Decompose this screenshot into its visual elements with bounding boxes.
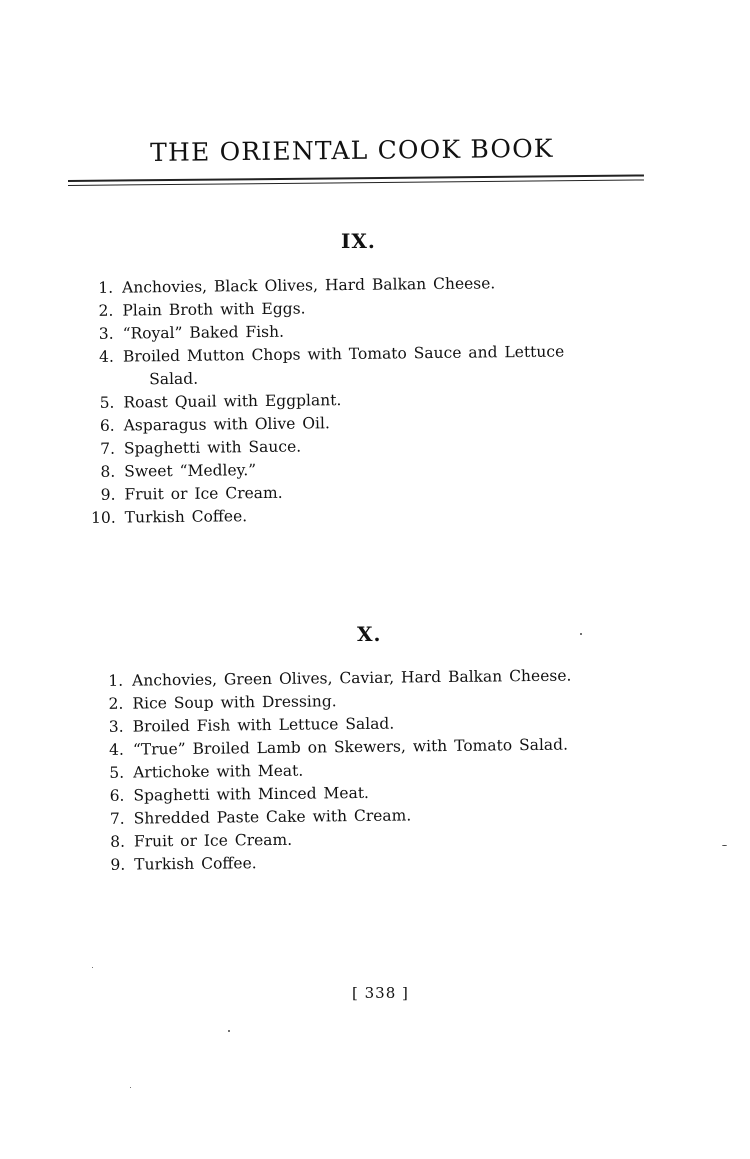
item-number: 1. xyxy=(108,671,124,690)
list-item-continuation: Salad. xyxy=(149,369,199,389)
list-item xyxy=(87,502,567,530)
item-text: Asparagus with Olive Oil. xyxy=(123,414,330,435)
item-text: Broiled Mutton Chops with Tomato Sauce and Lettuce xyxy=(122,342,565,366)
item-number: 3. xyxy=(98,324,114,343)
scan-speck xyxy=(228,1030,230,1032)
section-heading-x: X. xyxy=(357,622,382,646)
item-number: 4. xyxy=(99,347,115,366)
item-number: 2. xyxy=(98,301,114,320)
scan-speck xyxy=(580,633,582,635)
item-text: Fruit or Ice Cream. xyxy=(124,483,283,504)
item-number: 7. xyxy=(100,439,116,458)
menu-list-ix xyxy=(84,272,566,530)
item-text: Artichoke with Meat. xyxy=(133,761,304,782)
item-number: 4. xyxy=(109,740,125,759)
item-text: Anchovies, Green Olives, Caviar, Hard Balkan Cheese. xyxy=(132,666,572,690)
item-text: Plain Broth with Eggs. xyxy=(122,299,306,320)
section-heading-ix: IX. xyxy=(341,229,376,253)
item-text: Turkish Coffee. xyxy=(124,507,248,527)
item-number: 9. xyxy=(100,485,116,504)
item-text: Anchovies, Black Olives, Hard Balkan Cheese. xyxy=(122,274,496,297)
item-number: 7. xyxy=(109,809,125,828)
scan-speck xyxy=(722,845,727,846)
item-number: 2. xyxy=(108,694,124,713)
item-number: 6. xyxy=(109,786,125,805)
item-number: 3. xyxy=(108,717,124,736)
item-text: Spaghetti with Sauce. xyxy=(123,437,302,458)
item-text: Spaghetti with Minced Meat. xyxy=(133,783,370,805)
item-number: 8. xyxy=(100,462,116,481)
item-text: “True” Broiled Lamb on Skewers, with Tomato Salad. xyxy=(132,735,569,759)
item-text: Roast Quail with Eggplant. xyxy=(123,391,342,412)
page-number: [ 338 ] xyxy=(352,984,409,1002)
item-text: Broiled Fish with Lettuce Salad. xyxy=(132,714,395,736)
item-text: Fruit or Ice Cream. xyxy=(133,830,293,851)
menu-list-x xyxy=(94,665,574,877)
item-text: Sweet “Medley.” xyxy=(124,461,257,481)
item-text: Shredded Paste Cake with Cream. xyxy=(133,806,412,828)
item-number: 9. xyxy=(110,855,126,874)
page-title: THE ORIENTAL COOK BOOK xyxy=(150,133,554,167)
item-text: Turkish Coffee. xyxy=(134,854,257,874)
item-number: 6. xyxy=(99,416,115,435)
item-text: Rice Soup with Dressing. xyxy=(132,692,337,713)
scan-speck xyxy=(130,1087,131,1088)
item-number: 10. xyxy=(90,508,116,527)
item-number: 5. xyxy=(99,393,115,412)
item-number: 5. xyxy=(109,763,125,782)
scan-speck xyxy=(92,967,93,968)
item-number: 1. xyxy=(98,278,114,297)
list-item xyxy=(96,849,574,877)
item-number: 8. xyxy=(110,832,126,851)
item-text: “Royal” Baked Fish. xyxy=(122,322,285,343)
